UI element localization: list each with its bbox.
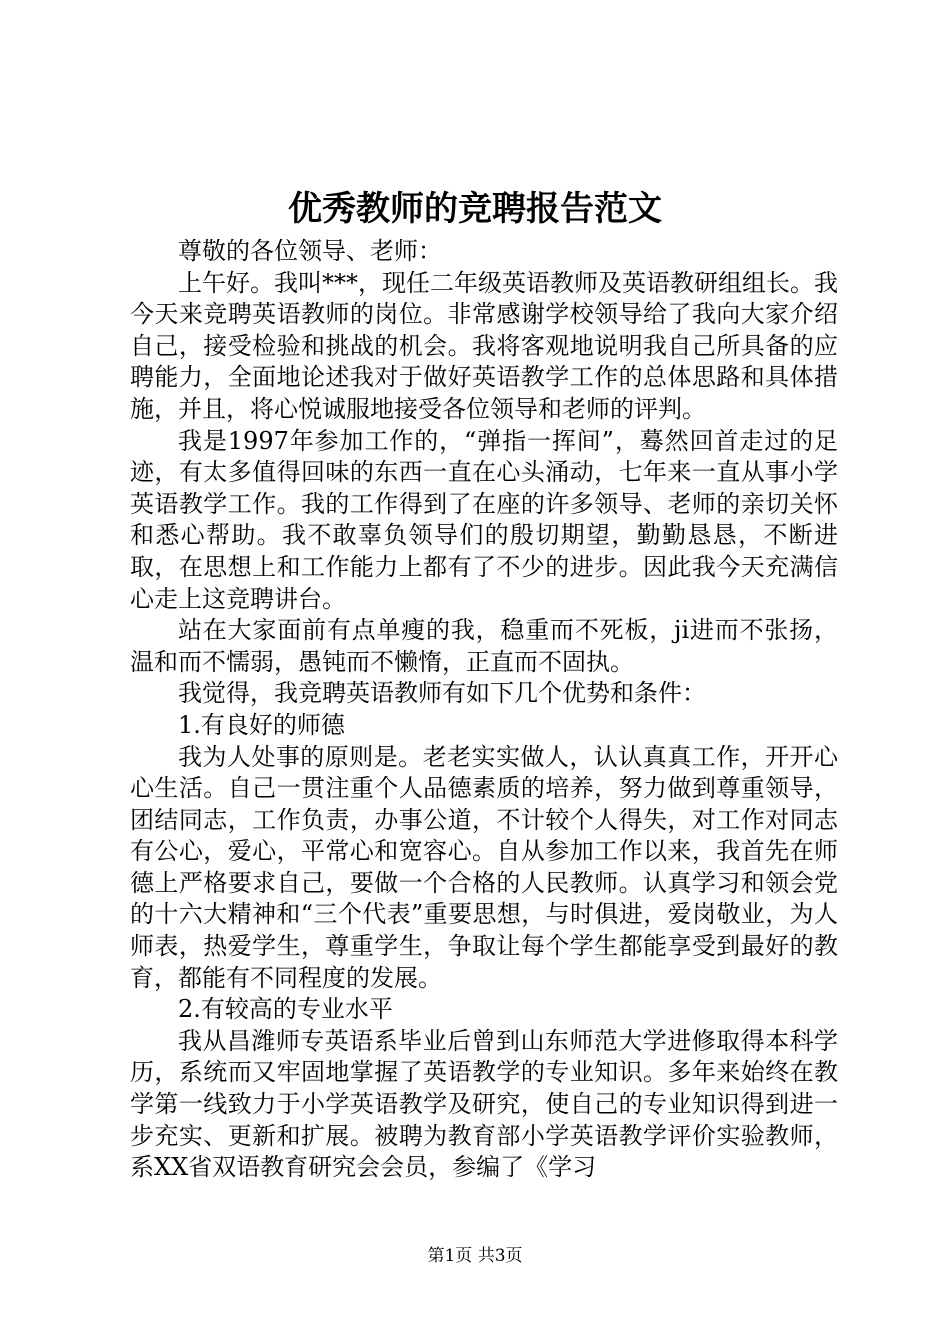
paragraph: 我从昌潍师专英语系毕业后曾到山东师范大学进修取得本科学历，系统而又牢固地掌握了英语教学的专业知识。多年来始终在教学第一线致力于小学英语教学及研究，使自己的专业知识得到进一步充实、更新和扩展。被聘为教育部小学英语教学评价实验教师，系XX省双语教育研究会会员，参编了《学习 bbox=[130, 1026, 838, 1182]
salutation: 尊敬的各位领导、老师： bbox=[178, 237, 442, 265]
page-title: 优秀教师的竞聘报告范文 bbox=[288, 189, 662, 229]
paragraph: 我是1997年参加工作的，“弹指一挥间”，蓦然回首走过的足迹，有太多值得回味的东西一直在心头涌动，七年来一直从事小学英语教学工作。我的工作得到了在座的许多领导、老师的亲切关怀和悉心帮助。我不敢辜负领导们的殷切期望，勤勤恳恳，不断进取，在思想上和工作能力上都有了不少的进步。因此我今天充满信心走上这竞聘讲台。 bbox=[130, 426, 838, 613]
page-footer: 第1页 共3页 bbox=[427, 1246, 523, 1266]
document-body bbox=[130, 236, 838, 1184]
paragraph: 我觉得，我竞聘英语教师有如下几个优势和条件： bbox=[178, 679, 706, 708]
paragraph: 我为人处事的原则是。老老实实做人，认认真真工作，开开心心生活。自己一贯注重个人品德素质的培养，努力做到尊重领导，团结同志，工作负责，办事公道，不计较个人得失，对工作对同志有公心，爱心，平常心和宽容心。自从参加工作以来，我首先在师德上严格要求自己，要做一个合格的人民教师。认真学习和领会党的十六大精神和“三个代表”重要思想，与时俱进，爱岗敬业，为人师表，热爱学生，尊重学生，争取让每个学生都能享受到最好的教育，都能有不同程度的发展。 bbox=[130, 742, 838, 992]
paragraph: 上午好。我叫***，现任二年级英语教师及英语教研组组长。我今天来竞聘英语教师的岗位。非常感谢学校领导给了我向大家介绍自己，接受检验和挑战的机会。我将客观地说明我自己所具备的应聘能力，全面地论述我对于做好英语教学工作的总体思路和具体措施，并且，将心悦诚服地接受各位领导和老师的评判。 bbox=[130, 268, 838, 423]
section-heading: 2.有较高的专业水平 bbox=[178, 995, 393, 1024]
section-heading: 1.有良好的师德 bbox=[178, 710, 345, 739]
paragraph: 站在大家面前有点单瘦的我，稳重而不死板，ji进而不张扬，温和而不懦弱，愚钝而不懒惰，正直而不固执。 bbox=[130, 616, 838, 676]
